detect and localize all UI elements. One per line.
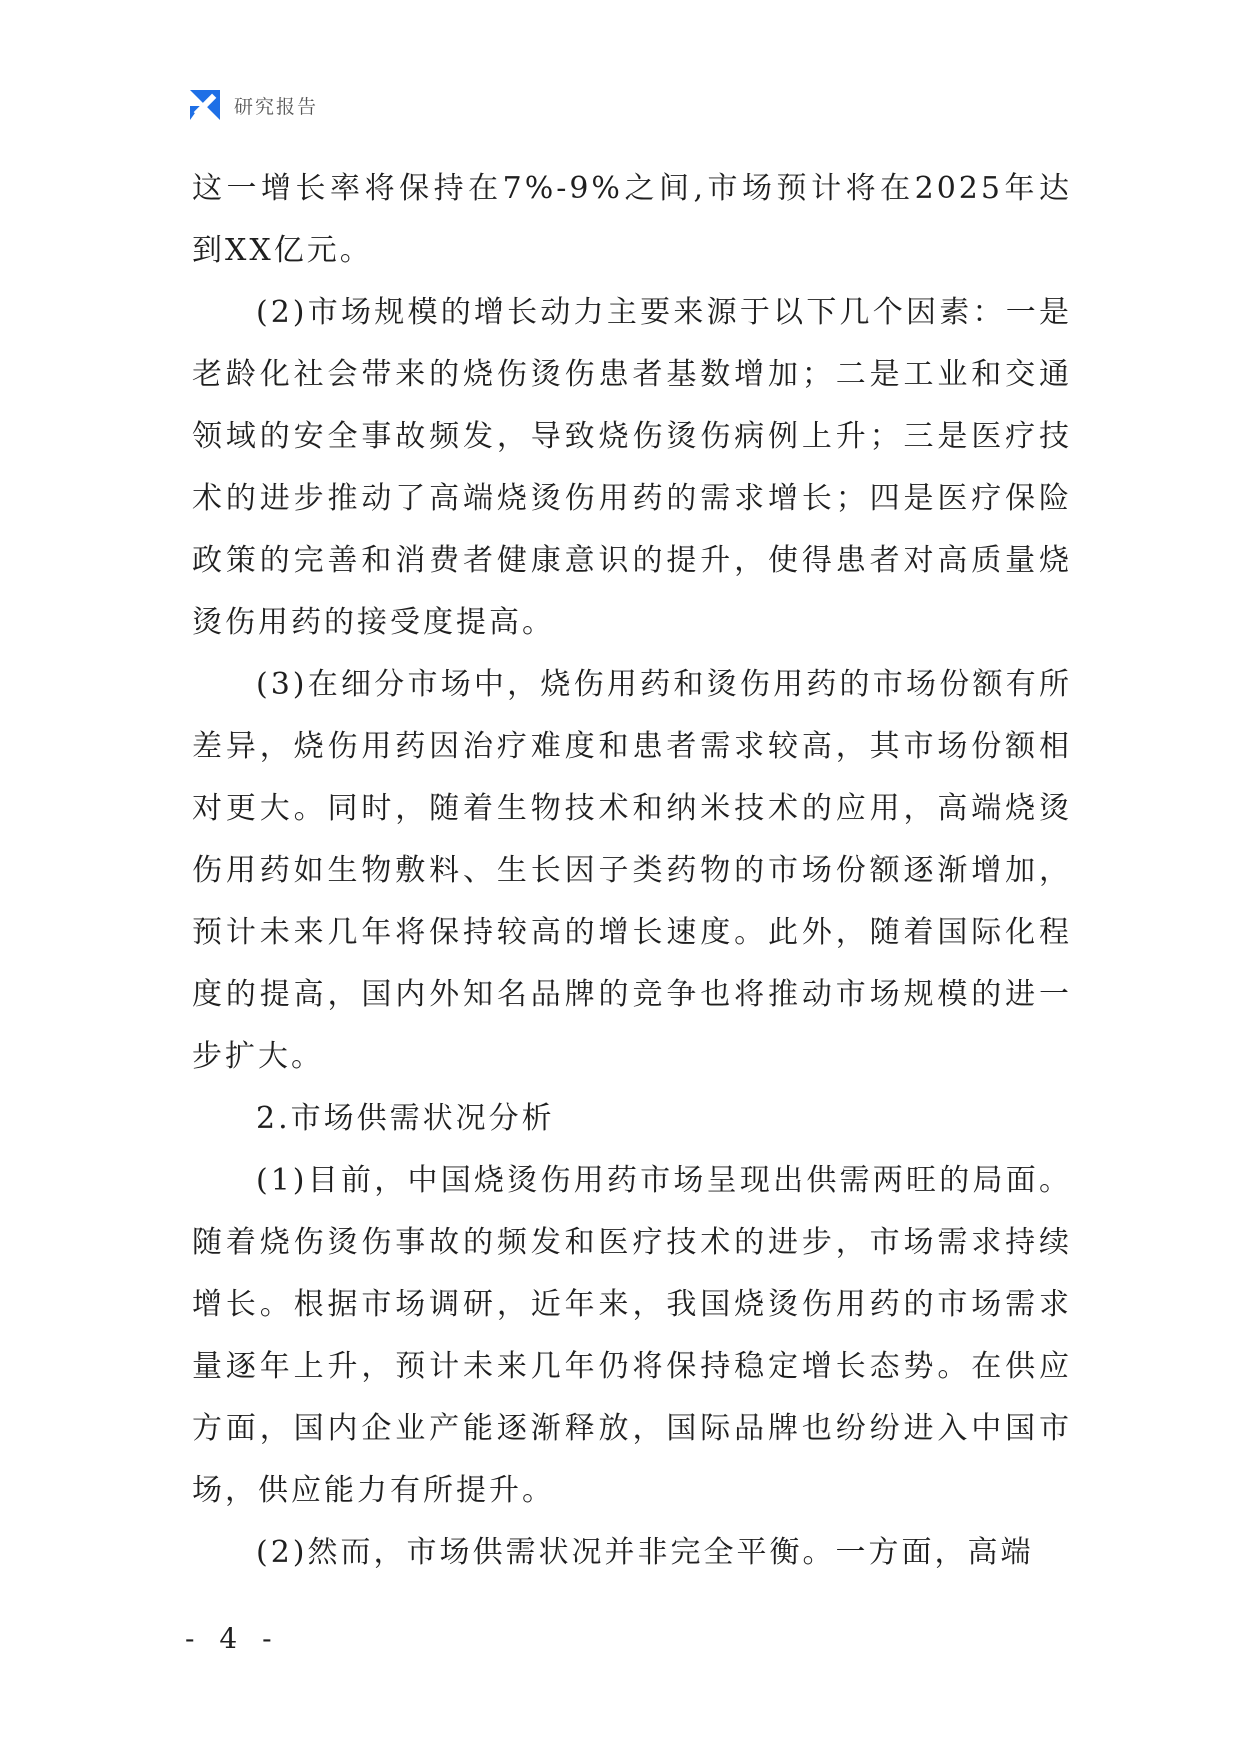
paragraph-continuation: 这一增长率将保持在7%-9%之间,市场预计将在2025年达到XX亿元。 [192, 171, 1072, 268]
paragraph-growth-drivers: (2)市场规模的增长动力主要来源于以下几个因素：一是老龄化社会带来的烧伤烫伤患者基数增加；二是工业和交通领域的安全事故频发，导致烧伤烫伤病例上升；三是医疗技术的进步推动了高端烧烫伤用药的需求增长；四是医疗保险政策的完善和消费者健康意识的提升，使得患者对高质量烧烫伤用药的接受度提高。 [192, 295, 1072, 640]
document-body [192, 158, 1072, 1584]
paragraph-market-segments: (3)在细分市场中，烧伤用药和烫伤用药的市场份额有所差异，烧伤用药因治疗难度和患者需求较高，其市场份额相对更大。同时，随着生物技术和纳米技术的应用，高端烧烫伤用药如生物敷料、生长因子类药物的市场份额逐渐增加，预计未来几年将保持较高的增长速度。此外，随着国际化程度的提高，国内外知名品牌的竞争也将推动市场规模的进一步扩大。 [192, 667, 1072, 1074]
section-heading-supply-demand: 2.市场供需状况分析 [256, 1101, 555, 1136]
paragraph-imbalance: (2)然而，市场供需状况并非完全平衡。一方面，高端 [256, 1535, 1034, 1570]
header-title: 研究报告 [234, 95, 319, 118]
paragraph-supply-demand-status: (1)目前，中国烧烫伤用药市场呈现出供需两旺的局面。随着烧伤烫伤事故的频发和医疗技术的进步，市场需求持续增长。根据市场调研，近年来，我国烧烫伤用药的市场需求量逐年上升，预计未来几年仍将保持稳定增长态势。在供应方面，国内企业产能逐渐释放，国际品牌也纷纷进入中国市场，供应能力有所提升。 [192, 1163, 1072, 1508]
page-number: - 4 - [185, 1622, 280, 1655]
page-header [188, 88, 318, 122]
arrow-up-right-icon [188, 88, 222, 122]
